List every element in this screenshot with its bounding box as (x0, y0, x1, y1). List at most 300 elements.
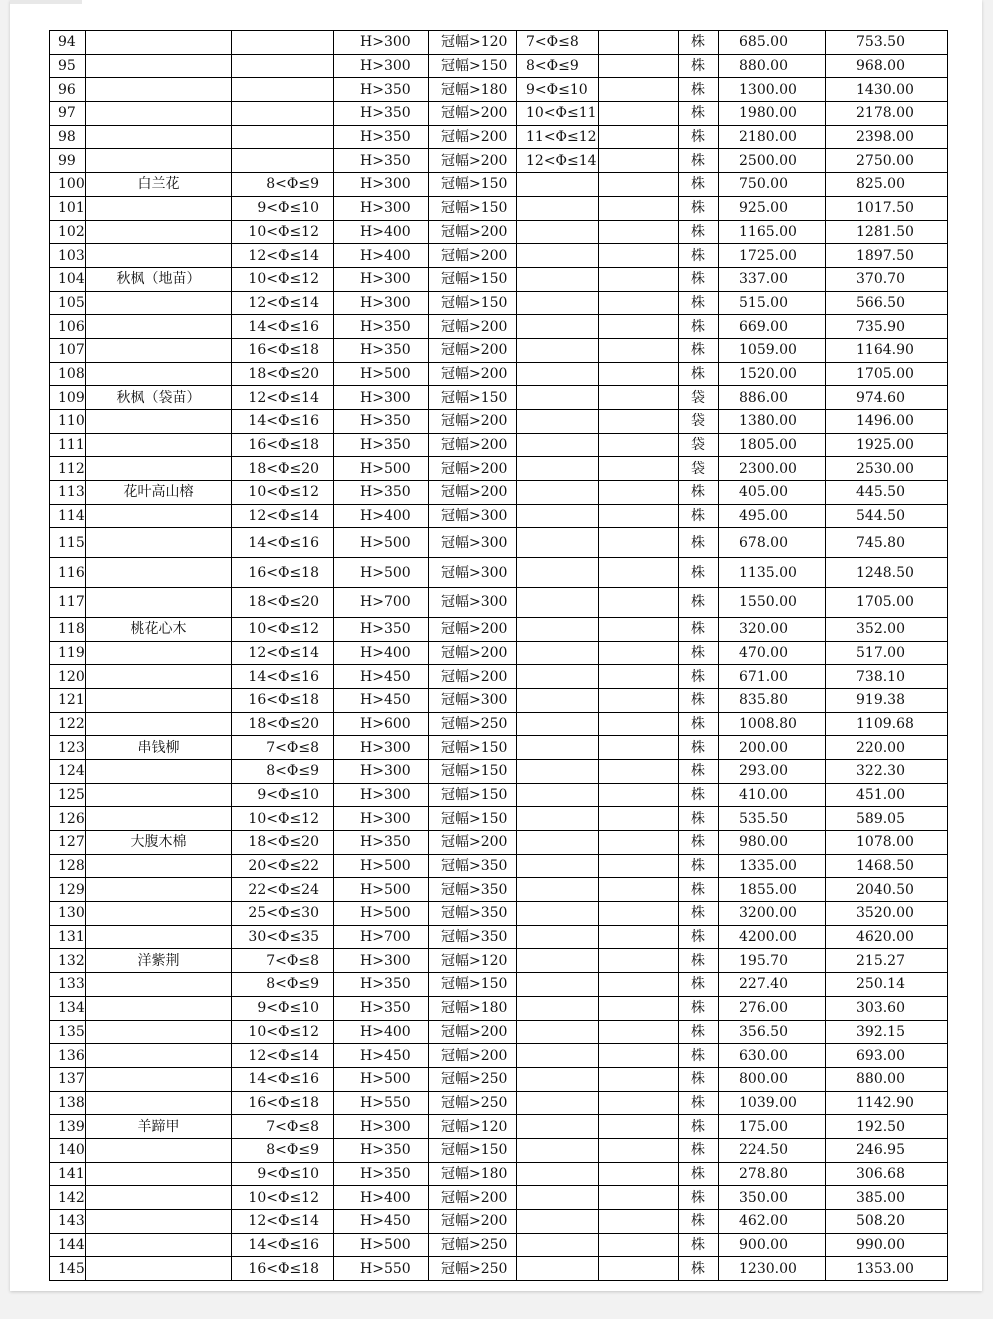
table-row (50, 1138, 948, 1162)
plant-name-cell (86, 149, 232, 173)
table-row (50, 1162, 948, 1186)
unit-price-tax-cell: 392.15 (826, 1020, 948, 1044)
height-spec-cell: H>350 (334, 149, 429, 173)
trunk-diameter-cell: 14<Φ≤16 (232, 1067, 334, 1091)
crown-spec-cell: 冠幅>200 (429, 125, 517, 149)
crown-spec-cell: 冠幅>200 (429, 617, 517, 641)
height-spec-cell: H>400 (334, 1186, 429, 1210)
extra-spec-cell (517, 220, 599, 244)
unit-cell: 株 (679, 78, 719, 102)
row-number-cell: 130 (50, 902, 86, 926)
unit-cell: 株 (679, 1210, 719, 1234)
unit-price-tax-cell: 451.00 (826, 783, 948, 807)
blank-cell-cell (599, 1186, 679, 1210)
trunk-diameter-cell (232, 54, 334, 78)
row-number-cell: 102 (50, 220, 86, 244)
height-spec-cell: H>300 (334, 807, 429, 831)
trunk-diameter-cell: 18<Φ≤20 (232, 831, 334, 855)
trunk-diameter-cell: 9<Φ≤10 (232, 1162, 334, 1186)
height-spec-cell: H>350 (334, 831, 429, 855)
unit-cell: 株 (679, 831, 719, 855)
trunk-diameter-cell: 16<Φ≤18 (232, 1091, 334, 1115)
row-number-cell: 98 (50, 125, 86, 149)
trunk-diameter-cell: 14<Φ≤16 (232, 665, 334, 689)
table-row (50, 641, 948, 665)
unit-price-cell: 1805.00 (719, 433, 826, 457)
table-row (50, 878, 948, 902)
unit-price-cell: 1550.00 (719, 588, 826, 618)
row-number-cell: 138 (50, 1091, 86, 1115)
unit-cell: 株 (679, 362, 719, 386)
row-number-cell: 95 (50, 54, 86, 78)
table-row (50, 362, 948, 386)
extra-spec-cell (517, 902, 599, 926)
plant-name-cell (86, 1044, 232, 1068)
trunk-diameter-cell: 12<Φ≤14 (232, 1210, 334, 1234)
trunk-diameter-cell: 12<Φ≤14 (232, 291, 334, 315)
plant-name-cell (86, 220, 232, 244)
unit-cell: 株 (679, 267, 719, 291)
unit-price-cell: 1855.00 (719, 878, 826, 902)
height-spec-cell: H>350 (334, 1162, 429, 1186)
table-row (50, 558, 948, 588)
blank-cell-cell (599, 149, 679, 173)
unit-cell: 株 (679, 641, 719, 665)
crown-spec-cell: 冠幅>250 (429, 1257, 517, 1281)
blank-cell-cell (599, 973, 679, 997)
unit-price-cell: 1300.00 (719, 78, 826, 102)
row-number-cell: 143 (50, 1210, 86, 1234)
unit-cell: 袋 (679, 457, 719, 481)
unit-price-tax-cell: 738.10 (826, 665, 948, 689)
unit-price-tax-cell: 1017.50 (826, 196, 948, 220)
row-number-cell: 121 (50, 688, 86, 712)
blank-cell-cell (599, 315, 679, 339)
blank-cell-cell (599, 558, 679, 588)
row-number-cell: 94 (50, 31, 86, 55)
unit-cell: 株 (679, 665, 719, 689)
crown-spec-cell: 冠幅>350 (429, 854, 517, 878)
plant-name-cell (86, 338, 232, 362)
row-number-cell: 109 (50, 386, 86, 410)
unit-price-tax-cell: 974.60 (826, 386, 948, 410)
extra-spec-cell (517, 1067, 599, 1091)
table-row (50, 783, 948, 807)
unit-price-cell: 195.70 (719, 949, 826, 973)
trunk-diameter-cell: 12<Φ≤14 (232, 244, 334, 268)
unit-price-cell: 671.00 (719, 665, 826, 689)
unit-cell: 袋 (679, 386, 719, 410)
table-row (50, 315, 948, 339)
table-row (50, 759, 948, 783)
blank-cell-cell (599, 712, 679, 736)
unit-price-tax-cell: 1164.90 (826, 338, 948, 362)
sheet-top-edge (10, 0, 82, 4)
trunk-diameter-cell: 14<Φ≤16 (232, 528, 334, 558)
plant-name-cell: 秋枫（袋苗） (86, 386, 232, 410)
unit-price-cell: 293.00 (719, 759, 826, 783)
unit-cell: 株 (679, 1044, 719, 1068)
trunk-diameter-cell: 18<Φ≤20 (232, 588, 334, 618)
crown-spec-cell: 冠幅>150 (429, 291, 517, 315)
trunk-diameter-cell: 10<Φ≤12 (232, 267, 334, 291)
trunk-diameter-cell: 8<Φ≤9 (232, 973, 334, 997)
blank-cell-cell (599, 996, 679, 1020)
unit-price-cell: 980.00 (719, 831, 826, 855)
unit-price-cell: 1230.00 (719, 1257, 826, 1281)
extra-spec-cell (517, 173, 599, 197)
unit-price-tax-cell: 990.00 (826, 1233, 948, 1257)
plant-name-cell (86, 78, 232, 102)
row-number-cell: 120 (50, 665, 86, 689)
height-spec-cell: H>350 (334, 410, 429, 434)
trunk-diameter-cell: 9<Φ≤10 (232, 996, 334, 1020)
plant-name-cell (86, 854, 232, 878)
unit-price-tax-cell: 322.30 (826, 759, 948, 783)
table-row (50, 196, 948, 220)
blank-cell-cell (599, 902, 679, 926)
extra-spec-cell (517, 925, 599, 949)
unit-cell: 株 (679, 315, 719, 339)
unit-cell: 株 (679, 1257, 719, 1281)
table-row (50, 1233, 948, 1257)
row-number-cell: 112 (50, 457, 86, 481)
unit-cell: 株 (679, 807, 719, 831)
height-spec-cell: H>300 (334, 267, 429, 291)
plant-name-cell (86, 1138, 232, 1162)
plant-name-cell: 花叶高山榕 (86, 481, 232, 505)
crown-spec-cell: 冠幅>150 (429, 807, 517, 831)
trunk-diameter-cell: 12<Φ≤14 (232, 504, 334, 528)
row-number-cell: 111 (50, 433, 86, 457)
unit-price-cell: 1059.00 (719, 338, 826, 362)
unit-price-cell: 535.50 (719, 807, 826, 831)
trunk-diameter-cell: 14<Φ≤16 (232, 410, 334, 434)
unit-price-tax-cell: 306.68 (826, 1162, 948, 1186)
trunk-diameter-cell: 12<Φ≤14 (232, 386, 334, 410)
plant-name-cell (86, 54, 232, 78)
plant-name-cell (86, 410, 232, 434)
unit-price-cell: 1335.00 (719, 854, 826, 878)
height-spec-cell: H>500 (334, 902, 429, 926)
plant-name-cell (86, 783, 232, 807)
row-number-cell: 136 (50, 1044, 86, 1068)
height-spec-cell: H>550 (334, 1091, 429, 1115)
blank-cell-cell (599, 1091, 679, 1115)
unit-price-cell: 224.50 (719, 1138, 826, 1162)
blank-cell-cell (599, 410, 679, 434)
table-row (50, 1020, 948, 1044)
crown-spec-cell: 冠幅>150 (429, 54, 517, 78)
blank-cell-cell (599, 196, 679, 220)
trunk-diameter-cell: 16<Φ≤18 (232, 1257, 334, 1281)
extra-spec-cell: 9<Φ≤10 (517, 78, 599, 102)
row-number-cell: 107 (50, 338, 86, 362)
unit-price-cell: 2500.00 (719, 149, 826, 173)
row-number-cell: 104 (50, 267, 86, 291)
unit-price-tax-cell: 1705.00 (826, 588, 948, 618)
unit-price-tax-cell: 589.05 (826, 807, 948, 831)
unit-price-cell: 356.50 (719, 1020, 826, 1044)
blank-cell-cell (599, 78, 679, 102)
crown-spec-cell: 冠幅>180 (429, 78, 517, 102)
unit-price-cell: 880.00 (719, 54, 826, 78)
unit-price-cell: 630.00 (719, 1044, 826, 1068)
blank-cell-cell (599, 457, 679, 481)
unit-price-tax-cell: 1109.68 (826, 712, 948, 736)
crown-spec-cell: 冠幅>200 (429, 1044, 517, 1068)
height-spec-cell: H>350 (334, 315, 429, 339)
table-row (50, 54, 948, 78)
trunk-diameter-cell: 10<Φ≤12 (232, 617, 334, 641)
table-row (50, 338, 948, 362)
unit-price-cell: 669.00 (719, 315, 826, 339)
plant-name-cell (86, 102, 232, 126)
row-number-cell: 116 (50, 558, 86, 588)
plant-name-cell (86, 433, 232, 457)
extra-spec-cell (517, 712, 599, 736)
plant-name-cell (86, 878, 232, 902)
crown-spec-cell: 冠幅>300 (429, 688, 517, 712)
blank-cell-cell (599, 854, 679, 878)
trunk-diameter-cell: 30<Φ≤35 (232, 925, 334, 949)
table-row (50, 433, 948, 457)
crown-spec-cell: 冠幅>350 (429, 902, 517, 926)
blank-cell-cell (599, 1257, 679, 1281)
table-row (50, 173, 948, 197)
blank-cell-cell (599, 665, 679, 689)
height-spec-cell: H>600 (334, 712, 429, 736)
row-number-cell: 114 (50, 504, 86, 528)
unit-price-cell: 495.00 (719, 504, 826, 528)
unit-cell: 株 (679, 617, 719, 641)
unit-price-tax-cell: 445.50 (826, 481, 948, 505)
blank-cell-cell (599, 338, 679, 362)
plant-name-cell (86, 244, 232, 268)
height-spec-cell: H>450 (334, 688, 429, 712)
extra-spec-cell: 8<Φ≤9 (517, 54, 599, 78)
crown-spec-cell: 冠幅>200 (429, 831, 517, 855)
row-number-cell: 145 (50, 1257, 86, 1281)
unit-price-cell: 1380.00 (719, 410, 826, 434)
extra-spec-cell (517, 588, 599, 618)
crown-spec-cell: 冠幅>150 (429, 1138, 517, 1162)
blank-cell-cell (599, 783, 679, 807)
unit-price-cell: 278.80 (719, 1162, 826, 1186)
unit-cell: 株 (679, 528, 719, 558)
unit-price-tax-cell: 1430.00 (826, 78, 948, 102)
table-row (50, 1091, 948, 1115)
crown-spec-cell: 冠幅>200 (429, 410, 517, 434)
unit-price-cell: 925.00 (719, 196, 826, 220)
blank-cell-cell (599, 31, 679, 55)
unit-price-tax-cell: 1496.00 (826, 410, 948, 434)
crown-spec-cell: 冠幅>300 (429, 504, 517, 528)
extra-spec-cell (517, 410, 599, 434)
plant-name-cell: 桃花心木 (86, 617, 232, 641)
unit-price-tax-cell: 2530.00 (826, 457, 948, 481)
unit-cell: 株 (679, 1091, 719, 1115)
blank-cell-cell (599, 807, 679, 831)
unit-cell: 株 (679, 854, 719, 878)
extra-spec-cell: 10<Φ≤11 (517, 102, 599, 126)
trunk-diameter-cell: 16<Φ≤18 (232, 558, 334, 588)
blank-cell-cell (599, 878, 679, 902)
unit-cell: 株 (679, 1138, 719, 1162)
unit-price-cell: 350.00 (719, 1186, 826, 1210)
crown-spec-cell: 冠幅>300 (429, 588, 517, 618)
extra-spec-cell (517, 558, 599, 588)
trunk-diameter-cell: 10<Φ≤12 (232, 1186, 334, 1210)
extra-spec-cell (517, 244, 599, 268)
trunk-diameter-cell: 16<Φ≤18 (232, 433, 334, 457)
plant-name-cell (86, 1020, 232, 1044)
height-spec-cell: H>500 (334, 528, 429, 558)
unit-price-cell: 4200.00 (719, 925, 826, 949)
table-row (50, 78, 948, 102)
extra-spec-cell (517, 1186, 599, 1210)
unit-cell: 株 (679, 996, 719, 1020)
unit-price-cell: 685.00 (719, 31, 826, 55)
blank-cell-cell (599, 244, 679, 268)
unit-cell: 株 (679, 1186, 719, 1210)
table-row (50, 410, 948, 434)
unit-price-cell: 886.00 (719, 386, 826, 410)
unit-price-cell: 227.40 (719, 973, 826, 997)
row-number-cell: 96 (50, 78, 86, 102)
height-spec-cell: H>350 (334, 102, 429, 126)
unit-price-tax-cell: 1078.00 (826, 831, 948, 855)
blank-cell-cell (599, 1138, 679, 1162)
blank-cell-cell (599, 641, 679, 665)
crown-spec-cell: 冠幅>180 (429, 996, 517, 1020)
plant-name-cell (86, 925, 232, 949)
trunk-diameter-cell: 8<Φ≤9 (232, 759, 334, 783)
plant-name-cell: 羊蹄甲 (86, 1115, 232, 1139)
blank-cell-cell (599, 1233, 679, 1257)
row-number-cell: 142 (50, 1186, 86, 1210)
table-row (50, 1186, 948, 1210)
row-number-cell: 132 (50, 949, 86, 973)
table-row (50, 1067, 948, 1091)
extra-spec-cell (517, 1233, 599, 1257)
unit-price-tax-cell: 825.00 (826, 173, 948, 197)
extra-spec-cell (517, 1020, 599, 1044)
unit-cell: 株 (679, 54, 719, 78)
table-row (50, 1044, 948, 1068)
height-spec-cell: H>300 (334, 949, 429, 973)
crown-spec-cell: 冠幅>200 (429, 102, 517, 126)
height-spec-cell: H>400 (334, 220, 429, 244)
unit-price-cell: 3200.00 (719, 902, 826, 926)
unit-price-cell: 1980.00 (719, 102, 826, 126)
height-spec-cell: H>300 (334, 173, 429, 197)
row-number-cell: 118 (50, 617, 86, 641)
unit-price-tax-cell: 1468.50 (826, 854, 948, 878)
unit-cell: 株 (679, 31, 719, 55)
height-spec-cell: H>400 (334, 641, 429, 665)
table-row (50, 712, 948, 736)
trunk-diameter-cell: 10<Φ≤12 (232, 807, 334, 831)
extra-spec-cell: 7<Φ≤8 (517, 31, 599, 55)
table-row (50, 831, 948, 855)
table-row (50, 102, 948, 126)
plant-name-cell (86, 1257, 232, 1281)
table-row (50, 588, 948, 618)
plant-name-cell (86, 902, 232, 926)
row-number-cell: 137 (50, 1067, 86, 1091)
height-spec-cell: H>300 (334, 291, 429, 315)
height-spec-cell: H>700 (334, 588, 429, 618)
unit-cell: 株 (679, 1020, 719, 1044)
row-number-cell: 97 (50, 102, 86, 126)
crown-spec-cell: 冠幅>200 (429, 220, 517, 244)
unit-price-cell: 276.00 (719, 996, 826, 1020)
unit-price-cell: 1165.00 (719, 220, 826, 244)
plant-name-cell (86, 457, 232, 481)
plant-name-cell (86, 504, 232, 528)
blank-cell-cell (599, 528, 679, 558)
unit-price-tax-cell: 1897.50 (826, 244, 948, 268)
unit-cell: 株 (679, 338, 719, 362)
plant-name-cell: 秋枫（地苗） (86, 267, 232, 291)
unit-price-tax-cell: 753.50 (826, 31, 948, 55)
trunk-diameter-cell: 10<Φ≤12 (232, 220, 334, 244)
unit-cell: 株 (679, 173, 719, 197)
crown-spec-cell: 冠幅>120 (429, 949, 517, 973)
plant-name-cell (86, 362, 232, 386)
unit-cell: 株 (679, 481, 719, 505)
crown-spec-cell: 冠幅>200 (429, 315, 517, 339)
trunk-diameter-cell: 14<Φ≤16 (232, 1233, 334, 1257)
trunk-diameter-cell: 10<Φ≤12 (232, 1020, 334, 1044)
row-number-cell: 134 (50, 996, 86, 1020)
extra-spec-cell (517, 433, 599, 457)
extra-spec-cell (517, 196, 599, 220)
blank-cell-cell (599, 831, 679, 855)
crown-spec-cell: 冠幅>300 (429, 558, 517, 588)
height-spec-cell: H>300 (334, 386, 429, 410)
extra-spec-cell (517, 1138, 599, 1162)
row-number-cell: 144 (50, 1233, 86, 1257)
plant-name-cell (86, 973, 232, 997)
plant-name-cell (86, 759, 232, 783)
unit-cell: 株 (679, 196, 719, 220)
unit-price-tax-cell: 1281.50 (826, 220, 948, 244)
extra-spec-cell (517, 878, 599, 902)
extra-spec-cell (517, 996, 599, 1020)
unit-cell: 株 (679, 902, 719, 926)
table-row (50, 1210, 948, 1234)
unit-price-cell: 200.00 (719, 736, 826, 760)
plant-name-cell (86, 125, 232, 149)
height-spec-cell: H>450 (334, 1044, 429, 1068)
height-spec-cell: H>300 (334, 783, 429, 807)
blank-cell-cell (599, 1020, 679, 1044)
plant-name-cell (86, 528, 232, 558)
unit-price-cell: 410.00 (719, 783, 826, 807)
blank-cell-cell (599, 54, 679, 78)
unit-price-cell: 1135.00 (719, 558, 826, 588)
row-number-cell: 127 (50, 831, 86, 855)
extra-spec-cell (517, 759, 599, 783)
unit-price-cell: 320.00 (719, 617, 826, 641)
extra-spec-cell (517, 267, 599, 291)
height-spec-cell: H>300 (334, 196, 429, 220)
unit-price-cell: 1039.00 (719, 1091, 826, 1115)
unit-price-tax-cell: 246.95 (826, 1138, 948, 1162)
crown-spec-cell: 冠幅>150 (429, 759, 517, 783)
